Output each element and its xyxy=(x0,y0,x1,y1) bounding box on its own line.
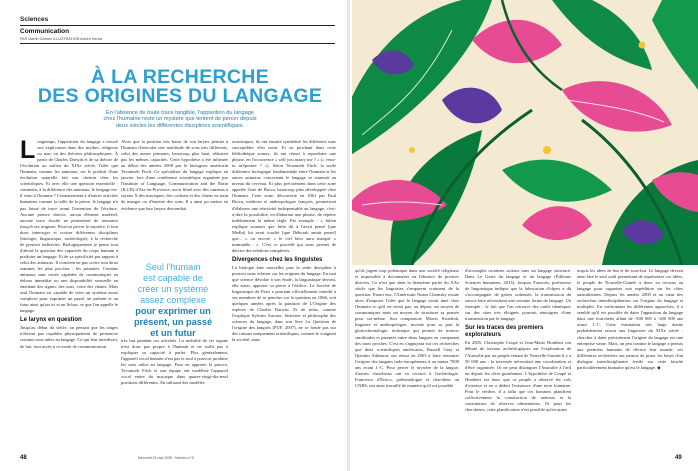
lede xyxy=(62,110,298,129)
headline-line-1: À LA RECHERCHE xyxy=(91,66,269,88)
column-1 xyxy=(20,139,118,451)
body-paragraph: Jusqu'au début du siècle, on pensait que les singes n'étaient pas capables physiquement de prononcer certains sons utiles au langage. Ce qui leur interdisait, de fait, tout accès à ce mode de communication. xyxy=(20,325,118,349)
pull-quote-line: et un futur xyxy=(150,328,196,338)
subhead-linguistes: Divergences chez les linguistes xyxy=(232,256,323,263)
body-paragraph: qu'ils jugent trop polémique dans une société religieuse et impossible à documenter en l'absence de preuves directes. Ce n'est que dans la deuxième partie du XXe siècle que les linguistes s'emparent vraiment de la question. Parmi eux, l'Américain Noam Chomsky essaie alors d'imposer l'idée que le langage serait inné chez l'humain et qu'il ne serait pas, au départ, un moyen de communiquer mais un moyen de structurer sa pensée pour soi-même. Son compatriote Morris Swadesh, linguiste et anthropologue, invente pour sa part la glottochronologie, technique qui permet de trouver similitudes et parentés entre deux langues en comparant des mots proches. C'est en s'appuyant sur ces recherches que deux scientifiques américains, Russell Gray et Quentin Atkinson, ont réussi en 2003 à faire remonter l'origine des langues indo-européennes à au moins 7800 ans avant J.-C. Pour percer le mystère de la langue, d'autres chercheurs ont eu recours à l'archéologie. Francesco d'Errico, paléontologue et chercheur au CNRS, ont ainsi travaillé de manière qu'il est possible xyxy=(355,268,459,388)
spine-gutter xyxy=(347,0,350,471)
column-2-bottom xyxy=(121,338,228,451)
page-number-right: 49 xyxy=(675,455,682,461)
lede-line: chez l'humaine reste un mystère que tentent de percer depuis xyxy=(103,116,257,123)
page-number-left: 48 xyxy=(20,455,27,461)
right-column-1 xyxy=(355,268,459,454)
body-paragraph: ongtemps, l'apparition du langage a trouvé son explication dans des mythes, religieux ou non, ou des théories philosophiques. À partir de Charles Darwin et de sa théorie de l'évolution au milieu du XIXe siècle, l'idée que l'humain, comme les animaux, est le produit d'une évolution naturelle fait son chemin chez les scientifiques. Et avec elle une question essentielle : comment, à la différence des animaux, le langage est-il venu à l'homme ? Contrairement à d'autres activités humaines comme la taille de la pierre, le langage n'a pas laissé de trace avant l'invention de l'écriture. Aucune preuve directe, aucun élément matériel, aucune trace fossile ne permettent de remonter jusqu'à ses origines. Peut-on percer le mystère, il faut donc interroger et croiser différentes disciplines (biologie, linguistique, archéologie), à la recherche de preuves indirectes. Biologiquement je pense tout d'abord la question des capacités du corps humain à produire un langage. Et de sa spécificité par rapport à celui des animaux. Il convient ne pas croire tout deux sommes les plus proches : les primates. Certains animaux sont certes capables de communiquer en dehors immédiat ou une disponibilité sensuelle en émettant des signes, des sons, voire des chants. Mais seul l'humain est capable de créer un système assez complexe pour exprimer un passé, un présent et un futur ainsi qu'un ici et un là-bas, ce que l'on appelle le langage. xyxy=(20,139,118,314)
pull-quote xyxy=(118,262,228,339)
pull-quote-line: pour exprimer un xyxy=(135,306,211,316)
pull-quote-line: présent, un passé xyxy=(133,317,213,327)
section-rule xyxy=(20,25,335,26)
right-column-3 xyxy=(577,268,683,454)
body-paragraph: d'accomplir certaines actions sans un langage structuré. Dans Le Geste du langage et du langage (Éditions Sciences humaines, 2013), Jacques Francois, professeur de linguistique indique que la fabrication d'objets a dû s'accompagner de gestes ordonnés, la transmission du savoir-faire nécessitant une certaine forme de langage. Un exemple : le fait que l'on retrouve des outils identiques sur des sites très éloignés pourrait témoigner d'une transmission par le langage. xyxy=(465,268,571,322)
right-column-2 xyxy=(465,268,571,454)
end-mark: ◆ xyxy=(657,364,661,370)
pull-quote-line: Seul l'humain xyxy=(145,262,201,272)
subhead-larynx: Le larynx en question xyxy=(20,317,82,324)
botanical-illustration xyxy=(352,0,698,265)
body-paragraph: Alors que la position très basse de son larynx permet à l'humain d'articuler une multitude de sons très différents, celui des autres primates, beaucoup plus haut, réduirait pas les mêmes capacités. Cette hypothèse a été infirmée au début des années 2000 par le biologiste américain Tecumseh Fitch. Ce spécialiste du langage explique en janvier, lors d'une conférence scientifique organisée par l'Institute of Language, Communication and the Brain (ILCB) d'Aix-en-Provence, avoir filmé avec des caméras à rayons X des macaques, des cochons et des chiens en train de manger ou d'émettre des sons. Il a ainsi pu mettre en évidence que leur larynx descendait xyxy=(121,139,228,211)
section-label: Sciences xyxy=(20,16,49,23)
column-2-top xyxy=(121,139,228,251)
body-paragraph: acoustiques, ils ont ensuite synthétisé les différents sons susceptibles d'en sortir. Et en piochant dans cette bibliothèque sonore, ils ont réussi à reproduire une phrase, en l'occurrence « will you marry me ? » (« veux-tu m'épouser ? »). Selon Tecumseh Fitch, la seule différence biologique fondamentale entre l'humain et les autres animaux concernant le langage se situerait au niveau du cerveau. Et plus précisément dans cette zone appelée l'aire de Broca, beaucoup plus développée chez l'humain. Cette zone, découverte en 1861 par Paul Broca, médecin et anthropologue français, permettrait d'élaborer une réactivité indispensable au langage, c'est-à-dire la possibilité, en élaborant une phrase, de répéter indéfiniment la même règle. Par exemple : « Julien explique soutenir que Julie dit à l'avait pensé [que Medhi] lui avait touché [que Déborah aurait pensé] que... » ou encore « le ciel bleu aura marqué » immuable... ». C'est ce procédé qui nous permet de décrire des relations complexes. xyxy=(232,139,336,253)
pull-quote-line: créer un système xyxy=(137,284,209,294)
pull-quote-line: assez complexe xyxy=(140,295,206,305)
kicker: Communication xyxy=(20,28,70,35)
headline-line-2: DES ORIGINES DU LANGAGE xyxy=(37,85,323,107)
pull-quote-line: est capable de xyxy=(143,273,203,283)
body-paragraph: acquis les idées de but et de sous-but. Le langage devrait ainsi être le seul outil permettant de représenter ces idées, le peuple de Nouvelle-Guinée a donc eu recours au langage pour organiser son expédition sur les côtes australiennes. Depuis les années 2000 et au cœur des recherches interdisciplinaires sur l'origine du langage et multiples. En confrontant les différentes approches, il a semblé qu'il est possible de dater l'apparition du langage dans une fourchette allant de -500 000 à -200 000 ans avant J.-C. Cette estimation très large donne probablement raison aux linguistes du XIXe siècle : chercher à dater précisément l'origine du langage est une entreprise vaine. Mais, un peu comme le langage a permis aux premiers humains de décrire leur monde, ces différentes recherches ont permis de poser les bases d'un dialogue interdisciplinaire fertile sur cette faculté particulièrement humaine qu'est le langage. xyxy=(577,268,683,370)
byline: PAR Martin Chavez ILLUSTRATION Adrien Herda xyxy=(20,37,102,41)
body-paragraph: La biologie âme nouvelles puis la seule discipline à pouvoir nous éclairer sur les origines du langage. En tant que science dévolue à son étude, la linguistique devrait, elle aussi, apporter sa pierre à l'édifice. La Société de linguistique de Paris a pourtant officiellement interdit à ses membres de se pencher sur la question en 1866, soit quelques années après la parution de L'Origine des espèces de Charles Darwin. Et de refus, comme l'explique Sylvain Auroux, historien et philosophe des sciences du langage, dans son livre La Question de l'origine des langues (PUF, 2007), ne se fonde pas sur des raisons uniquement scientifiques, comme le craignait la société, mais xyxy=(232,264,336,343)
lede-line: En l'absence de toute trace tangible, l'apparition du langage xyxy=(106,110,254,116)
lede-line: deux siècles les différentes disciplines scientifiques. xyxy=(115,122,245,129)
body-paragraph: très bas pendant ces activités. La mobilité de cet organe n'est donc pas propre à l'humain et ne suffit pas à expliquer sa capacité à parler. Plus généralement, l'appareil vocal humain n'est pas le seul à pouvoir produire les sons utiles au langage. Pour en apporter la preuve, Tecumseh Fitch et son équipe ont modélisé l'appareil vocal entier du macaque dans quatre-vingt-dix-neuf positions différentes. En utilisant des modèles xyxy=(121,338,228,386)
subhead-explorateurs: Sur les traces des premiers explorateurs xyxy=(465,325,544,339)
byline-rule xyxy=(20,43,335,44)
drop-cap: L xyxy=(20,139,36,164)
column-3 xyxy=(232,139,336,451)
illustration-svg xyxy=(352,0,698,265)
body-paragraph: En 2005, Christophe Coupé et Jean-Marie Hombert ont débuté de travaux archéologiques sur l'exploration de l'Australie par un peuple venant de Nouvelle-Guinée il y a 50 000 ans : la traversée nécessitait une coordination et d'être organisée. Or ne peut distinguer l'Australie à l'œil nu depuis les côtes guinéennes. L'hypothèse de Coupé et Hombert est donc que ce peuple a observé les vols d'oiseaux et en a déduit l'existence d'une terre lointaine. Pour le vérifier, il a fallu que ces hommes planifient collectivement la construction de radeaux et la constitution de réserves alimentaires. Or pour les chercheurs, cette planification n'est possible qu'en ayant xyxy=(465,340,571,412)
footer-issue: Mercredi 21 mai 2025 - Numéro n°5 xyxy=(138,456,194,460)
